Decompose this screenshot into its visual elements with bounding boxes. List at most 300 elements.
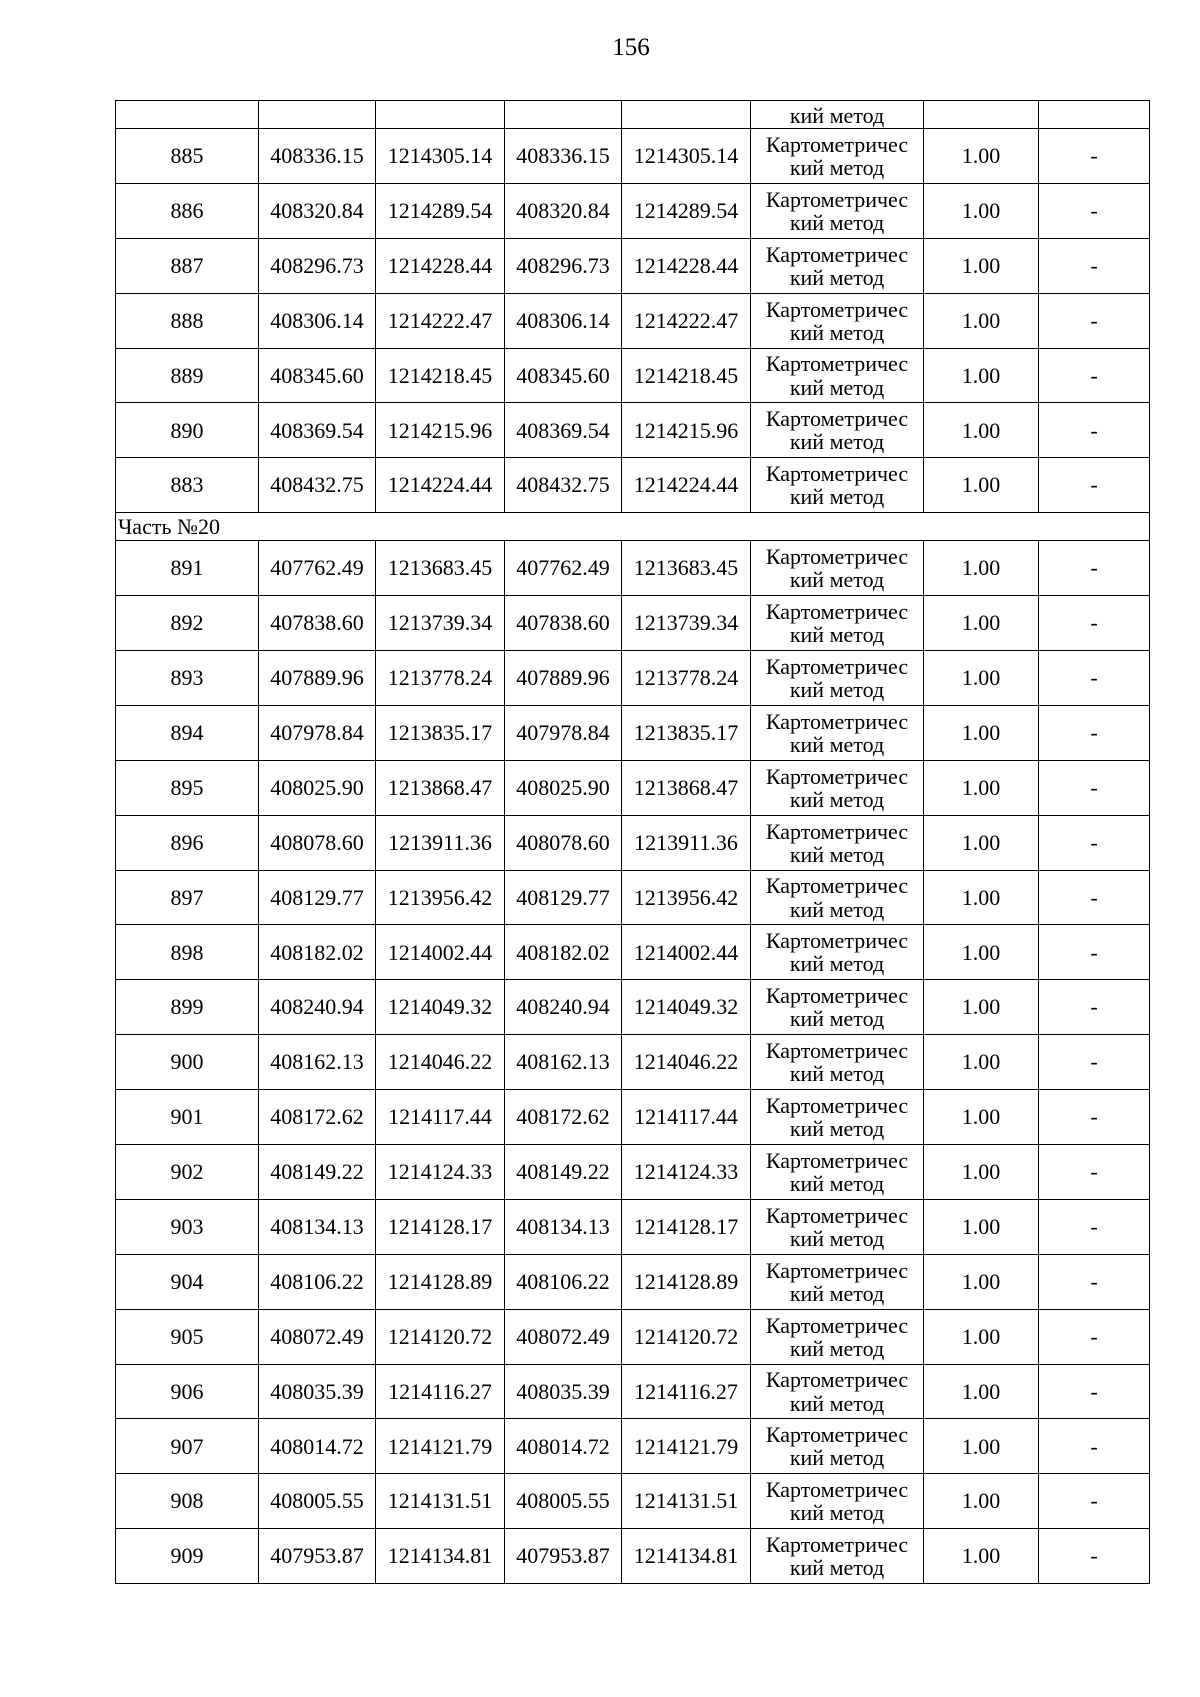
table-row bbox=[116, 348, 1150, 403]
method-text: Картометричес bbox=[765, 983, 909, 1009]
y-coordinate-cell: 1213956.42 bbox=[622, 870, 751, 925]
note-cell: - bbox=[1039, 129, 1150, 184]
x-coordinate-cell: 407889.96 bbox=[505, 651, 622, 706]
table-row bbox=[116, 815, 1150, 870]
method-cell-continued: кий метод bbox=[751, 101, 924, 129]
method-cell bbox=[751, 925, 924, 980]
x-coordinate-cell: 408336.15 bbox=[505, 129, 622, 184]
point-number-cell: 904 bbox=[116, 1254, 259, 1309]
x-coordinate-cell: 408182.02 bbox=[259, 925, 376, 980]
note-cell: - bbox=[1039, 183, 1150, 238]
accuracy-cell: 1.00 bbox=[924, 1090, 1039, 1145]
table-row bbox=[116, 293, 1150, 348]
x-coordinate-cell: 408035.39 bbox=[259, 1364, 376, 1419]
method-text: Картометричес bbox=[765, 1092, 909, 1118]
y-coordinate-cell: 1214228.44 bbox=[622, 238, 751, 293]
x-coordinate-cell: 408240.94 bbox=[259, 980, 376, 1035]
accuracy-cell: 1.00 bbox=[924, 1309, 1039, 1364]
x-coordinate-cell: 408035.39 bbox=[505, 1364, 622, 1419]
table-row bbox=[116, 1199, 1150, 1254]
x-coordinate-cell: 408172.62 bbox=[505, 1090, 622, 1145]
method-cell bbox=[751, 1035, 924, 1090]
y-coordinate-cell: 1213778.24 bbox=[622, 651, 751, 706]
method-text: кий метод bbox=[789, 264, 885, 290]
x-coordinate-cell: 407838.60 bbox=[259, 596, 376, 651]
cell-empty bbox=[1039, 101, 1150, 129]
table-row bbox=[116, 1090, 1150, 1145]
x-coordinate-cell: 408149.22 bbox=[259, 1145, 376, 1200]
accuracy-cell: 1.00 bbox=[924, 651, 1039, 706]
point-number-cell: 897 bbox=[116, 870, 259, 925]
table-row bbox=[116, 1035, 1150, 1090]
method-cell bbox=[751, 705, 924, 760]
y-coordinate-cell: 1214305.14 bbox=[376, 129, 505, 184]
y-coordinate-cell: 1214224.44 bbox=[376, 458, 505, 513]
method-text: Картометричес bbox=[765, 131, 909, 157]
y-coordinate-cell: 1214002.44 bbox=[622, 925, 751, 980]
y-coordinate-cell: 1213683.45 bbox=[622, 541, 751, 596]
method-cell bbox=[751, 1309, 924, 1364]
accuracy-cell: 1.00 bbox=[924, 183, 1039, 238]
method-text: кий метод bbox=[789, 1170, 885, 1196]
x-coordinate-cell: 408162.13 bbox=[505, 1035, 622, 1090]
point-number-cell: 886 bbox=[116, 183, 259, 238]
point-number-cell: 903 bbox=[116, 1199, 259, 1254]
accuracy-cell: 1.00 bbox=[924, 925, 1039, 980]
section-row bbox=[116, 513, 1150, 541]
y-coordinate-cell: 1214117.44 bbox=[376, 1090, 505, 1145]
accuracy-cell: 1.00 bbox=[924, 760, 1039, 815]
y-coordinate-cell: 1214218.45 bbox=[622, 348, 751, 403]
note-cell: - bbox=[1039, 541, 1150, 596]
x-coordinate-cell: 408172.62 bbox=[259, 1090, 376, 1145]
accuracy-cell: 1.00 bbox=[924, 238, 1039, 293]
point-number-cell: 902 bbox=[116, 1145, 259, 1200]
method-text: кий метод bbox=[789, 154, 885, 180]
x-coordinate-cell: 408296.73 bbox=[259, 238, 376, 293]
x-coordinate-cell: 408005.55 bbox=[259, 1474, 376, 1529]
x-coordinate-cell: 408369.54 bbox=[505, 403, 622, 458]
method-cell bbox=[751, 293, 924, 348]
x-coordinate-cell: 408014.72 bbox=[259, 1419, 376, 1474]
accuracy-cell: 1.00 bbox=[924, 980, 1039, 1035]
y-coordinate-cell: 1214116.27 bbox=[376, 1364, 505, 1419]
method-text: кий метод bbox=[789, 1280, 885, 1306]
y-coordinate-cell: 1214049.32 bbox=[376, 980, 505, 1035]
method-cell bbox=[751, 980, 924, 1035]
x-coordinate-cell: 408432.75 bbox=[259, 458, 376, 513]
method-cell bbox=[751, 541, 924, 596]
x-coordinate-cell: 408106.22 bbox=[259, 1254, 376, 1309]
table-row bbox=[116, 1309, 1150, 1364]
note-cell: - bbox=[1039, 348, 1150, 403]
table-row bbox=[116, 129, 1150, 184]
method-text: кий метод bbox=[789, 429, 885, 455]
x-coordinate-cell: 408129.77 bbox=[259, 870, 376, 925]
method-text: кий метод bbox=[789, 896, 885, 922]
y-coordinate-cell: 1214002.44 bbox=[376, 925, 505, 980]
note-cell: - bbox=[1039, 651, 1150, 706]
method-text: Картометричес bbox=[765, 461, 909, 487]
table-row-continued bbox=[116, 101, 1150, 129]
method-text: кий метод bbox=[789, 484, 885, 510]
table-row bbox=[116, 238, 1150, 293]
method-text: кий метод bbox=[789, 209, 885, 235]
x-coordinate-cell: 408106.22 bbox=[505, 1254, 622, 1309]
y-coordinate-cell: 1213778.24 bbox=[376, 651, 505, 706]
x-coordinate-cell: 408345.60 bbox=[505, 348, 622, 403]
note-cell: - bbox=[1039, 980, 1150, 1035]
page-number: 156 bbox=[612, 34, 650, 61]
accuracy-cell: 1.00 bbox=[924, 403, 1039, 458]
note-cell: - bbox=[1039, 1529, 1150, 1584]
method-text: Картометричес bbox=[765, 708, 909, 734]
table-row bbox=[116, 1145, 1150, 1200]
x-coordinate-cell: 407953.87 bbox=[259, 1529, 376, 1584]
table-row bbox=[116, 403, 1150, 458]
y-coordinate-cell: 1214120.72 bbox=[622, 1309, 751, 1364]
method-text: кий метод bbox=[789, 1116, 885, 1142]
note-cell: - bbox=[1039, 596, 1150, 651]
accuracy-cell: 1.00 bbox=[924, 705, 1039, 760]
accuracy-cell: 1.00 bbox=[924, 815, 1039, 870]
point-number-cell: 900 bbox=[116, 1035, 259, 1090]
x-coordinate-cell: 408240.94 bbox=[505, 980, 622, 1035]
method-cell bbox=[751, 238, 924, 293]
cell-empty bbox=[622, 101, 751, 129]
point-number-cell: 887 bbox=[116, 238, 259, 293]
method-text: Картометричес bbox=[765, 1147, 909, 1173]
point-number-cell: 907 bbox=[116, 1419, 259, 1474]
method-cell bbox=[751, 870, 924, 925]
y-coordinate-cell: 1213911.36 bbox=[376, 815, 505, 870]
y-coordinate-cell: 1214128.17 bbox=[622, 1199, 751, 1254]
method-text: кий метод bbox=[789, 319, 885, 345]
x-coordinate-cell: 408162.13 bbox=[259, 1035, 376, 1090]
method-text: Картометричес bbox=[765, 186, 909, 212]
table-row bbox=[116, 458, 1150, 513]
method-text: кий метод bbox=[789, 841, 885, 867]
note-cell: - bbox=[1039, 1145, 1150, 1200]
accuracy-cell: 1.00 bbox=[924, 1145, 1039, 1200]
point-number-cell: 906 bbox=[116, 1364, 259, 1419]
note-cell: - bbox=[1039, 760, 1150, 815]
x-coordinate-cell: 408306.14 bbox=[505, 293, 622, 348]
method-cell bbox=[751, 183, 924, 238]
method-text: кий метод bbox=[789, 1061, 885, 1087]
note-cell: - bbox=[1039, 1199, 1150, 1254]
x-coordinate-cell: 407889.96 bbox=[259, 651, 376, 706]
table-row bbox=[116, 1254, 1150, 1309]
method-cell bbox=[751, 1145, 924, 1200]
y-coordinate-cell: 1213868.47 bbox=[376, 760, 505, 815]
x-coordinate-cell: 408072.49 bbox=[259, 1309, 376, 1364]
coordinates-table bbox=[115, 100, 1150, 1584]
accuracy-cell: 1.00 bbox=[924, 1035, 1039, 1090]
method-text: Картометричес bbox=[765, 1367, 909, 1393]
method-text: Картометричес bbox=[765, 928, 909, 954]
table-row bbox=[116, 870, 1150, 925]
accuracy-cell: 1.00 bbox=[924, 1364, 1039, 1419]
y-coordinate-cell: 1214131.51 bbox=[622, 1474, 751, 1529]
note-cell: - bbox=[1039, 238, 1150, 293]
note-cell: - bbox=[1039, 293, 1150, 348]
method-text: кий метод bbox=[789, 676, 885, 702]
point-number-cell: 901 bbox=[116, 1090, 259, 1145]
method-text: кий метод bbox=[789, 1225, 885, 1251]
point-number-cell: 899 bbox=[116, 980, 259, 1035]
x-coordinate-cell: 408149.22 bbox=[505, 1145, 622, 1200]
point-number-cell: 896 bbox=[116, 815, 259, 870]
x-coordinate-cell: 408025.90 bbox=[259, 760, 376, 815]
x-coordinate-cell: 408369.54 bbox=[259, 403, 376, 458]
note-cell: - bbox=[1039, 815, 1150, 870]
y-coordinate-cell: 1214128.89 bbox=[376, 1254, 505, 1309]
y-coordinate-cell: 1213739.34 bbox=[376, 596, 505, 651]
note-cell: - bbox=[1039, 1035, 1150, 1090]
y-coordinate-cell: 1214289.54 bbox=[376, 183, 505, 238]
x-coordinate-cell: 408345.60 bbox=[259, 348, 376, 403]
accuracy-cell: 1.00 bbox=[924, 1199, 1039, 1254]
note-cell: - bbox=[1039, 1090, 1150, 1145]
method-text: Картометричес bbox=[765, 241, 909, 267]
y-coordinate-cell: 1214131.51 bbox=[376, 1474, 505, 1529]
y-coordinate-cell: 1213956.42 bbox=[376, 870, 505, 925]
x-coordinate-cell: 408320.84 bbox=[505, 183, 622, 238]
x-coordinate-cell: 407953.87 bbox=[505, 1529, 622, 1584]
note-cell: - bbox=[1039, 870, 1150, 925]
table-row bbox=[116, 705, 1150, 760]
table-row bbox=[116, 1529, 1150, 1584]
method-text: Картометричес bbox=[765, 1532, 909, 1558]
method-text: Картометричес bbox=[765, 818, 909, 844]
y-coordinate-cell: 1214121.79 bbox=[376, 1419, 505, 1474]
method-text: кий метод bbox=[789, 567, 885, 593]
table-row bbox=[116, 1474, 1150, 1529]
method-text: Картометричес bbox=[765, 1202, 909, 1228]
method-text: Картометричес bbox=[765, 1038, 909, 1064]
method-cell bbox=[751, 1419, 924, 1474]
point-number-cell: 885 bbox=[116, 129, 259, 184]
cell-empty bbox=[505, 101, 622, 129]
table-row bbox=[116, 1364, 1150, 1419]
method-text: Картометричес bbox=[765, 351, 909, 377]
x-coordinate-cell: 408306.14 bbox=[259, 293, 376, 348]
y-coordinate-cell: 1214289.54 bbox=[622, 183, 751, 238]
accuracy-cell: 1.00 bbox=[924, 870, 1039, 925]
x-coordinate-cell: 408134.13 bbox=[505, 1199, 622, 1254]
point-number-cell: 889 bbox=[116, 348, 259, 403]
method-cell bbox=[751, 348, 924, 403]
cell-empty bbox=[116, 101, 259, 129]
method-cell bbox=[751, 1529, 924, 1584]
accuracy-cell: 1.00 bbox=[924, 129, 1039, 184]
method-text: Картометричес bbox=[765, 1422, 909, 1448]
point-number-cell: 905 bbox=[116, 1309, 259, 1364]
y-coordinate-cell: 1213739.34 bbox=[622, 596, 751, 651]
note-cell: - bbox=[1039, 1364, 1150, 1419]
x-coordinate-cell: 407762.49 bbox=[259, 541, 376, 596]
cell-empty bbox=[376, 101, 505, 129]
method-text: Картометричес bbox=[765, 296, 909, 322]
method-text: Картометричес bbox=[765, 544, 909, 570]
method-cell bbox=[751, 1364, 924, 1419]
method-cell bbox=[751, 815, 924, 870]
method-text: кий метод bbox=[789, 1500, 885, 1526]
y-coordinate-cell: 1214124.33 bbox=[622, 1145, 751, 1200]
table-row bbox=[116, 925, 1150, 980]
point-number-cell: 892 bbox=[116, 596, 259, 651]
y-coordinate-cell: 1214128.17 bbox=[376, 1199, 505, 1254]
note-cell: - bbox=[1039, 1419, 1150, 1474]
point-number-cell: 890 bbox=[116, 403, 259, 458]
note-cell: - bbox=[1039, 705, 1150, 760]
y-coordinate-cell: 1214222.47 bbox=[622, 293, 751, 348]
method-text: кий метод bbox=[789, 622, 885, 648]
point-number-cell: 908 bbox=[116, 1474, 259, 1529]
note-cell: - bbox=[1039, 925, 1150, 980]
x-coordinate-cell: 408014.72 bbox=[505, 1419, 622, 1474]
method-text: кий метод bbox=[789, 1555, 885, 1581]
point-number-cell: 895 bbox=[116, 760, 259, 815]
x-coordinate-cell: 407838.60 bbox=[505, 596, 622, 651]
x-coordinate-cell: 407978.84 bbox=[505, 705, 622, 760]
point-number-cell: 898 bbox=[116, 925, 259, 980]
table-body bbox=[116, 101, 1150, 1584]
accuracy-cell: 1.00 bbox=[924, 541, 1039, 596]
method-text: Картометричес bbox=[765, 1477, 909, 1503]
method-text: Картометричес bbox=[765, 1312, 909, 1338]
table-row bbox=[116, 183, 1150, 238]
y-coordinate-cell: 1214218.45 bbox=[376, 348, 505, 403]
method-text: кий метод bbox=[789, 951, 885, 977]
table-row bbox=[116, 760, 1150, 815]
x-coordinate-cell: 408072.49 bbox=[505, 1309, 622, 1364]
method-cell bbox=[751, 1090, 924, 1145]
table-row bbox=[116, 596, 1150, 651]
method-cell bbox=[751, 651, 924, 706]
method-cell bbox=[751, 1254, 924, 1309]
y-coordinate-cell: 1214117.44 bbox=[622, 1090, 751, 1145]
cell-empty bbox=[259, 101, 376, 129]
y-coordinate-cell: 1213835.17 bbox=[376, 705, 505, 760]
method-cell bbox=[751, 403, 924, 458]
y-coordinate-cell: 1214134.81 bbox=[376, 1529, 505, 1584]
method-text: Картометричес bbox=[765, 1257, 909, 1283]
y-coordinate-cell: 1214222.47 bbox=[376, 293, 505, 348]
point-number-cell: 909 bbox=[116, 1529, 259, 1584]
method-text: кий метод bbox=[789, 786, 885, 812]
point-number-cell: 893 bbox=[116, 651, 259, 706]
note-cell: - bbox=[1039, 1254, 1150, 1309]
x-coordinate-cell: 408129.77 bbox=[505, 870, 622, 925]
y-coordinate-cell: 1213835.17 bbox=[622, 705, 751, 760]
accuracy-cell: 1.00 bbox=[924, 1474, 1039, 1529]
method-cell bbox=[751, 1474, 924, 1529]
x-coordinate-cell: 408296.73 bbox=[505, 238, 622, 293]
point-number-cell: 891 bbox=[116, 541, 259, 596]
accuracy-cell: 1.00 bbox=[924, 1529, 1039, 1584]
table-row bbox=[116, 1419, 1150, 1474]
section-title: Часть №20 bbox=[116, 513, 1150, 541]
method-text: кий метод bbox=[789, 1445, 885, 1471]
accuracy-cell: 1.00 bbox=[924, 596, 1039, 651]
y-coordinate-cell: 1214120.72 bbox=[376, 1309, 505, 1364]
method-text: Картометричес bbox=[765, 763, 909, 789]
x-coordinate-cell: 408025.90 bbox=[505, 760, 622, 815]
method-cell bbox=[751, 458, 924, 513]
method-text: Картометричес bbox=[765, 598, 909, 624]
y-coordinate-cell: 1213683.45 bbox=[376, 541, 505, 596]
x-coordinate-cell: 408336.15 bbox=[259, 129, 376, 184]
y-coordinate-cell: 1214215.96 bbox=[622, 403, 751, 458]
y-coordinate-cell: 1214215.96 bbox=[376, 403, 505, 458]
x-coordinate-cell: 408432.75 bbox=[505, 458, 622, 513]
method-text: кий метод bbox=[789, 374, 885, 400]
note-cell: - bbox=[1039, 1309, 1150, 1364]
point-number-cell: 888 bbox=[116, 293, 259, 348]
y-coordinate-cell: 1214305.14 bbox=[622, 129, 751, 184]
method-cell bbox=[751, 596, 924, 651]
accuracy-cell: 1.00 bbox=[924, 1419, 1039, 1474]
y-coordinate-cell: 1214046.22 bbox=[376, 1035, 505, 1090]
method-text: кий метод bbox=[789, 731, 885, 757]
y-coordinate-cell: 1214046.22 bbox=[622, 1035, 751, 1090]
note-cell: - bbox=[1039, 1474, 1150, 1529]
method-cell bbox=[751, 129, 924, 184]
method-text: Картометричес bbox=[765, 873, 909, 899]
note-cell: - bbox=[1039, 403, 1150, 458]
x-coordinate-cell: 408182.02 bbox=[505, 925, 622, 980]
method-text: Картометричес bbox=[765, 406, 909, 432]
method-cell bbox=[751, 1199, 924, 1254]
y-coordinate-cell: 1214124.33 bbox=[376, 1145, 505, 1200]
y-coordinate-cell: 1213911.36 bbox=[622, 815, 751, 870]
accuracy-cell: 1.00 bbox=[924, 458, 1039, 513]
y-coordinate-cell: 1214224.44 bbox=[622, 458, 751, 513]
table-row bbox=[116, 980, 1150, 1035]
y-coordinate-cell: 1214128.89 bbox=[622, 1254, 751, 1309]
y-coordinate-cell: 1214228.44 bbox=[376, 238, 505, 293]
y-coordinate-cell: 1214134.81 bbox=[622, 1529, 751, 1584]
x-coordinate-cell: 408134.13 bbox=[259, 1199, 376, 1254]
point-number-cell: 894 bbox=[116, 705, 259, 760]
point-number-cell: 883 bbox=[116, 458, 259, 513]
x-coordinate-cell: 407978.84 bbox=[259, 705, 376, 760]
accuracy-cell: 1.00 bbox=[924, 293, 1039, 348]
y-coordinate-cell: 1214049.32 bbox=[622, 980, 751, 1035]
y-coordinate-cell: 1214116.27 bbox=[622, 1364, 751, 1419]
x-coordinate-cell: 407762.49 bbox=[505, 541, 622, 596]
method-text: кий метод bbox=[789, 1335, 885, 1361]
method-text: кий метод bbox=[789, 1006, 885, 1032]
table-row bbox=[116, 541, 1150, 596]
accuracy-cell: 1.00 bbox=[924, 348, 1039, 403]
y-coordinate-cell: 1214121.79 bbox=[622, 1419, 751, 1474]
y-coordinate-cell: 1213868.47 bbox=[622, 760, 751, 815]
x-coordinate-cell: 408078.60 bbox=[505, 815, 622, 870]
x-coordinate-cell: 408078.60 bbox=[259, 815, 376, 870]
cell-empty bbox=[924, 101, 1039, 129]
note-cell: - bbox=[1039, 458, 1150, 513]
accuracy-cell: 1.00 bbox=[924, 1254, 1039, 1309]
x-coordinate-cell: 408005.55 bbox=[505, 1474, 622, 1529]
method-text: кий метод bbox=[789, 1390, 885, 1416]
table-row bbox=[116, 651, 1150, 706]
x-coordinate-cell: 408320.84 bbox=[259, 183, 376, 238]
method-text: Картометричес bbox=[765, 653, 909, 679]
method-cell bbox=[751, 760, 924, 815]
